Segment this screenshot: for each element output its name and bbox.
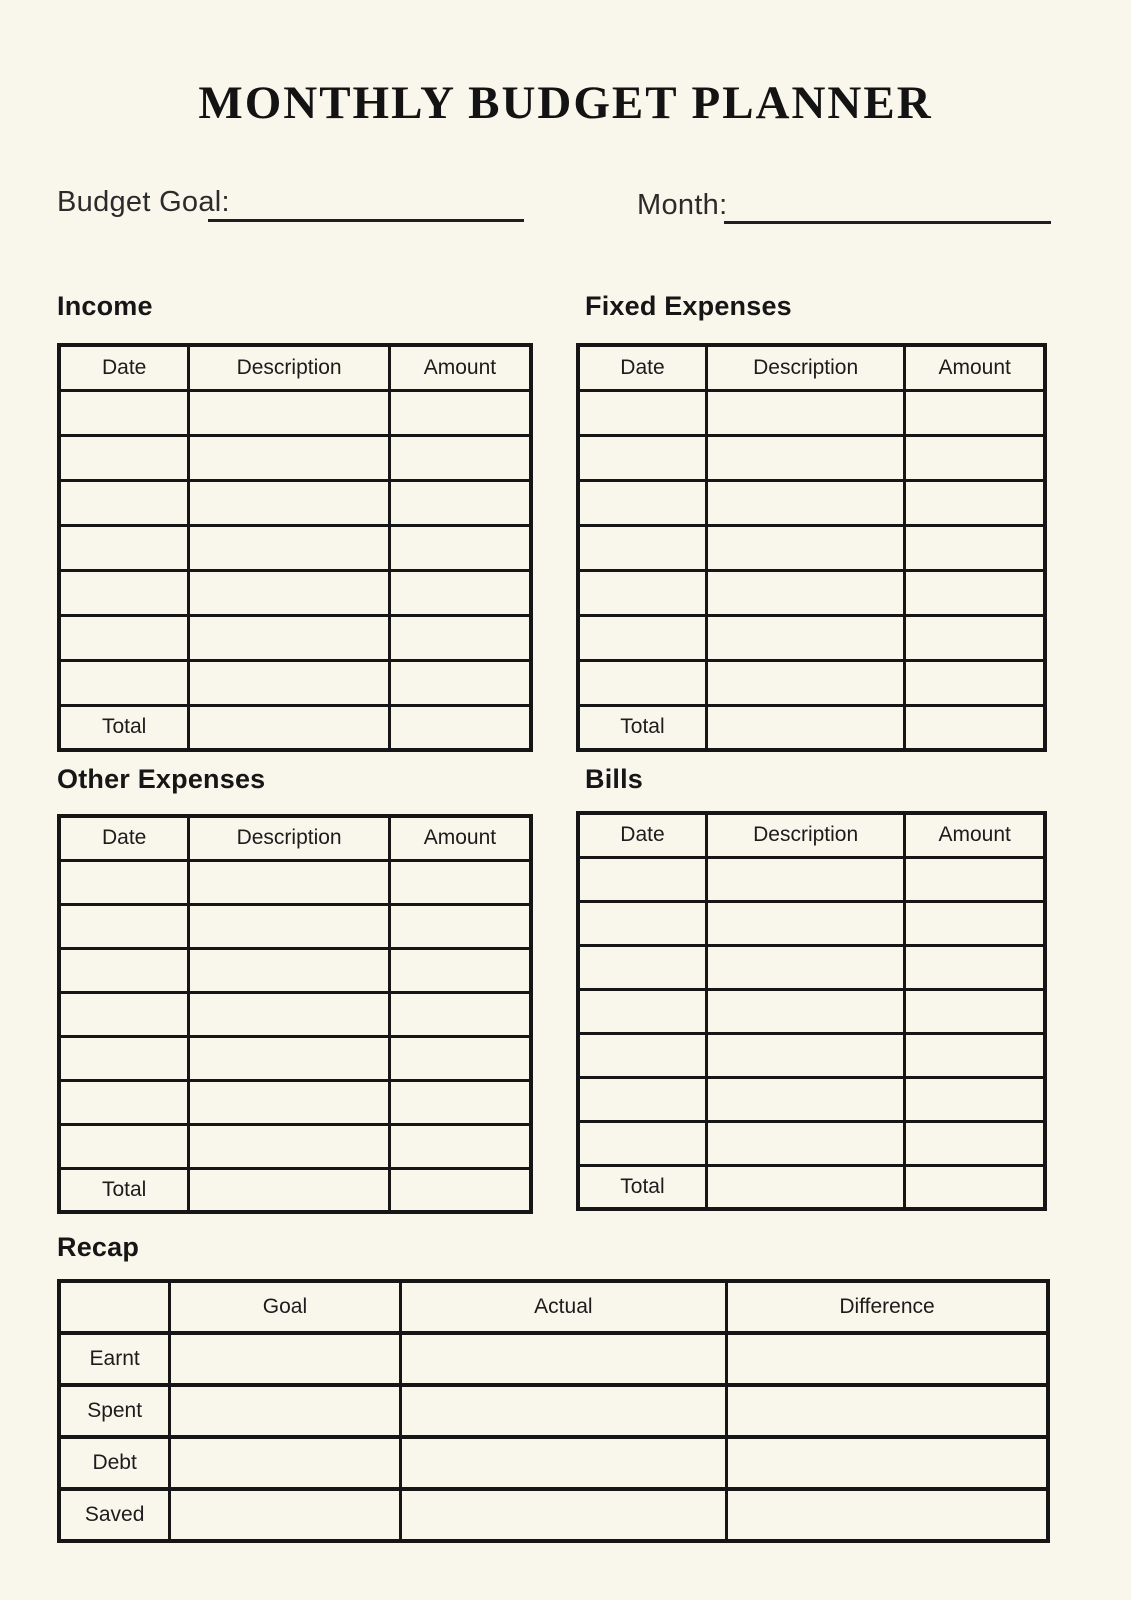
empty-cell[interactable] xyxy=(189,1036,390,1080)
empty-cell[interactable] xyxy=(59,615,189,660)
col-header-amount: Amount xyxy=(905,345,1045,390)
empty-row xyxy=(578,570,1045,615)
fixed-expenses-table xyxy=(576,343,1047,752)
empty-cell[interactable] xyxy=(59,435,189,480)
recap-row-label: Spent xyxy=(59,1385,170,1437)
empty-row xyxy=(578,945,1045,989)
col-header-description: Description xyxy=(706,813,904,857)
empty-cell[interactable] xyxy=(706,390,904,435)
empty-cell[interactable] xyxy=(727,1333,1048,1385)
empty-row xyxy=(578,901,1045,945)
total-amount-cell[interactable] xyxy=(389,1168,531,1212)
empty-cell[interactable] xyxy=(189,525,390,570)
empty-row xyxy=(578,435,1045,480)
income-table xyxy=(57,343,533,752)
empty-row xyxy=(578,857,1045,901)
empty-cell[interactable] xyxy=(170,1489,400,1541)
empty-cell[interactable] xyxy=(578,525,706,570)
empty-cell[interactable] xyxy=(59,992,189,1036)
empty-cell[interactable] xyxy=(706,989,904,1033)
section-heading-income: Income xyxy=(57,291,153,321)
empty-cell[interactable] xyxy=(905,435,1045,480)
empty-cell[interactable] xyxy=(59,1080,189,1124)
empty-row xyxy=(59,390,531,435)
empty-cell[interactable] xyxy=(389,525,531,570)
empty-cell[interactable] xyxy=(706,480,904,525)
col-header-date: Date xyxy=(578,345,706,390)
recap-row-label: Saved xyxy=(59,1489,170,1541)
empty-row xyxy=(578,1121,1045,1165)
header-row xyxy=(59,816,531,860)
empty-row xyxy=(578,525,1045,570)
total-amount-cell[interactable] xyxy=(905,1165,1045,1209)
month-input-line[interactable] xyxy=(724,221,1051,224)
col-header-amount: Amount xyxy=(905,813,1045,857)
empty-row xyxy=(578,615,1045,660)
empty-cell[interactable] xyxy=(905,1033,1045,1077)
empty-cell[interactable] xyxy=(578,1077,706,1121)
empty-row xyxy=(578,390,1045,435)
empty-cell[interactable] xyxy=(189,390,390,435)
empty-cell[interactable] xyxy=(905,901,1045,945)
empty-cell[interactable] xyxy=(170,1437,400,1489)
total-label-cell: Total xyxy=(578,1165,706,1209)
recap-row-debt xyxy=(59,1437,1048,1489)
empty-cell[interactable] xyxy=(59,660,189,705)
empty-cell[interactable] xyxy=(578,390,706,435)
col-header-date: Date xyxy=(59,345,189,390)
empty-cell[interactable] xyxy=(59,390,189,435)
empty-cell[interactable] xyxy=(170,1385,400,1437)
empty-row xyxy=(59,660,531,705)
empty-cell[interactable] xyxy=(389,904,531,948)
bills-table xyxy=(576,811,1047,1211)
empty-cell[interactable] xyxy=(189,480,390,525)
col-header-description: Description xyxy=(189,345,390,390)
empty-cell[interactable] xyxy=(389,860,531,904)
empty-cell[interactable] xyxy=(59,860,189,904)
total-row xyxy=(59,1168,531,1212)
total-amount-cell[interactable] xyxy=(389,705,531,750)
empty-row xyxy=(59,570,531,615)
col-header-date: Date xyxy=(59,816,189,860)
empty-cell[interactable] xyxy=(389,390,531,435)
empty-cell[interactable] xyxy=(400,1385,726,1437)
empty-cell[interactable] xyxy=(389,1124,531,1168)
empty-cell[interactable] xyxy=(170,1333,400,1385)
empty-cell[interactable] xyxy=(706,660,904,705)
empty-cell[interactable] xyxy=(905,945,1045,989)
empty-cell[interactable] xyxy=(59,1036,189,1080)
empty-cell[interactable] xyxy=(706,901,904,945)
page-title: MONTHLY BUDGET PLANNER xyxy=(198,77,933,129)
empty-cell[interactable] xyxy=(578,435,706,480)
section-heading-bills: Bills xyxy=(585,764,644,794)
empty-row xyxy=(59,860,531,904)
recap-table xyxy=(57,1279,1050,1543)
empty-row xyxy=(59,1080,531,1124)
col-header-amount: Amount xyxy=(389,345,531,390)
empty-cell[interactable] xyxy=(59,904,189,948)
total-label-cell: Total xyxy=(59,705,189,750)
empty-cell[interactable] xyxy=(578,570,706,615)
other-expenses-table xyxy=(57,814,533,1214)
recap-row-label: Earnt xyxy=(59,1333,170,1385)
empty-cell[interactable] xyxy=(389,615,531,660)
empty-cell[interactable] xyxy=(400,1333,726,1385)
empty-cell[interactable] xyxy=(59,948,189,992)
empty-row xyxy=(59,948,531,992)
empty-cell[interactable] xyxy=(706,435,904,480)
empty-cell[interactable] xyxy=(59,525,189,570)
recap-col-header-difference: Difference xyxy=(727,1281,1048,1333)
col-header-description: Description xyxy=(706,345,904,390)
empty-row xyxy=(578,660,1045,705)
section-heading-other-expenses: Other Expenses xyxy=(57,764,266,794)
month-label: Month: xyxy=(637,189,728,221)
recap-row-saved xyxy=(59,1489,1048,1541)
total-label-cell: Total xyxy=(59,1168,189,1212)
empty-cell[interactable] xyxy=(389,992,531,1036)
empty-row xyxy=(59,525,531,570)
empty-cell[interactable] xyxy=(706,857,904,901)
empty-cell[interactable] xyxy=(905,1121,1045,1165)
empty-cell[interactable] xyxy=(905,989,1045,1033)
empty-cell[interactable] xyxy=(578,660,706,705)
empty-cell[interactable] xyxy=(389,1036,531,1080)
section-heading-fixed-expenses: Fixed Expenses xyxy=(585,291,792,321)
empty-cell[interactable] xyxy=(189,1080,390,1124)
empty-cell[interactable] xyxy=(578,615,706,660)
section-heading-recap: Recap xyxy=(57,1232,140,1262)
total-row xyxy=(578,705,1045,750)
total-description-cell[interactable] xyxy=(706,1165,904,1209)
empty-cell[interactable] xyxy=(389,570,531,615)
empty-cell[interactable] xyxy=(905,660,1045,705)
empty-row xyxy=(578,1077,1045,1121)
empty-cell[interactable] xyxy=(905,857,1045,901)
empty-row xyxy=(59,1036,531,1080)
empty-cell[interactable] xyxy=(578,901,706,945)
empty-cell[interactable] xyxy=(389,480,531,525)
empty-cell[interactable] xyxy=(706,1121,904,1165)
total-label-cell: Total xyxy=(578,705,706,750)
col-header-amount: Amount xyxy=(389,816,531,860)
empty-row xyxy=(578,1033,1045,1077)
empty-cell[interactable] xyxy=(578,1033,706,1077)
empty-cell[interactable] xyxy=(905,1077,1045,1121)
empty-cell[interactable] xyxy=(578,1121,706,1165)
empty-cell[interactable] xyxy=(59,480,189,525)
total-row xyxy=(578,1165,1045,1209)
recap-corner-cell xyxy=(59,1281,170,1333)
empty-cell[interactable] xyxy=(578,989,706,1033)
recap-col-header-actual: Actual xyxy=(400,1281,726,1333)
empty-cell[interactable] xyxy=(189,860,390,904)
empty-cell[interactable] xyxy=(59,1124,189,1168)
empty-cell[interactable] xyxy=(389,660,531,705)
empty-cell[interactable] xyxy=(905,615,1045,660)
empty-row xyxy=(59,904,531,948)
empty-cell[interactable] xyxy=(706,945,904,989)
empty-cell[interactable] xyxy=(706,1033,904,1077)
empty-row xyxy=(578,989,1045,1033)
recap-row-earnt xyxy=(59,1333,1048,1385)
empty-cell[interactable] xyxy=(727,1437,1048,1489)
header-row xyxy=(578,345,1045,390)
empty-cell[interactable] xyxy=(389,1080,531,1124)
budget-goal-label: Budget Goal: xyxy=(57,186,230,218)
empty-cell[interactable] xyxy=(189,615,390,660)
empty-row xyxy=(59,992,531,1036)
budget-goal-input-line[interactable] xyxy=(208,219,524,222)
empty-cell[interactable] xyxy=(189,904,390,948)
empty-row xyxy=(59,615,531,660)
empty-row xyxy=(59,480,531,525)
empty-cell[interactable] xyxy=(578,480,706,525)
empty-cell[interactable] xyxy=(727,1489,1048,1541)
empty-cell[interactable] xyxy=(578,945,706,989)
empty-cell[interactable] xyxy=(706,570,904,615)
empty-cell[interactable] xyxy=(389,435,531,480)
total-row xyxy=(59,705,531,750)
empty-cell[interactable] xyxy=(706,525,904,570)
empty-cell[interactable] xyxy=(400,1437,726,1489)
empty-cell[interactable] xyxy=(400,1489,726,1541)
empty-row xyxy=(59,1124,531,1168)
total-description-cell[interactable] xyxy=(189,1168,390,1212)
empty-cell[interactable] xyxy=(905,570,1045,615)
header-row xyxy=(59,345,531,390)
col-header-date: Date xyxy=(578,813,706,857)
recap-row-spent xyxy=(59,1385,1048,1437)
empty-cell[interactable] xyxy=(189,1124,390,1168)
total-description-cell[interactable] xyxy=(706,705,904,750)
recap-col-header-goal: Goal xyxy=(170,1281,400,1333)
empty-cell[interactable] xyxy=(189,992,390,1036)
empty-cell[interactable] xyxy=(706,1077,904,1121)
empty-cell[interactable] xyxy=(578,857,706,901)
recap-header-row xyxy=(59,1281,1048,1333)
empty-row xyxy=(59,435,531,480)
empty-cell[interactable] xyxy=(706,615,904,660)
empty-cell[interactable] xyxy=(59,570,189,615)
empty-cell[interactable] xyxy=(727,1385,1048,1437)
empty-row xyxy=(578,480,1045,525)
empty-cell[interactable] xyxy=(189,570,390,615)
total-description-cell[interactable] xyxy=(189,705,390,750)
recap-row-label: Debt xyxy=(59,1437,170,1489)
empty-cell[interactable] xyxy=(189,660,390,705)
empty-cell[interactable] xyxy=(389,948,531,992)
empty-cell[interactable] xyxy=(189,948,390,992)
empty-cell[interactable] xyxy=(905,480,1045,525)
total-amount-cell[interactable] xyxy=(905,705,1045,750)
empty-cell[interactable] xyxy=(905,390,1045,435)
col-header-description: Description xyxy=(189,816,390,860)
header-row xyxy=(578,813,1045,857)
empty-cell[interactable] xyxy=(189,435,390,480)
empty-cell[interactable] xyxy=(905,525,1045,570)
